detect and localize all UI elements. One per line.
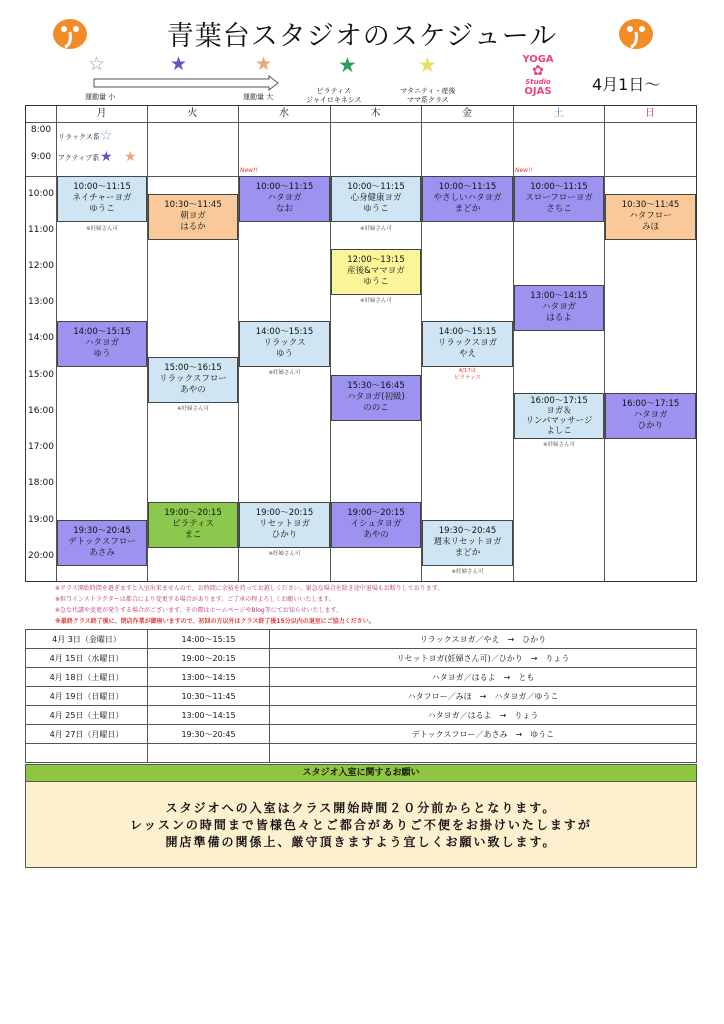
class-teacher: ゆうこ bbox=[363, 204, 389, 214]
class-teacher: よしこ bbox=[546, 426, 572, 436]
note-line: ※クラス開始時間を過ぎますと入室出来ませんので、お時間に余裕を持ってお越しください。緊急な場合を除き途中退場もお断りしております。 bbox=[55, 585, 444, 592]
class-note: ※妊婦さん可 bbox=[85, 226, 119, 232]
class-note: ※妊婦さん可 bbox=[359, 226, 393, 232]
class-time: 19:30～20:45 bbox=[73, 526, 131, 536]
class-name: ハタヨガ bbox=[267, 193, 302, 203]
class-time: 16:00～17:15 bbox=[621, 399, 680, 409]
active-type-label: アクティブ系 bbox=[58, 154, 100, 162]
class-time: 15:30～16:45 bbox=[347, 381, 405, 391]
class-teacher: ひかり bbox=[637, 421, 664, 431]
change-time bbox=[148, 744, 270, 763]
class-block[interactable] bbox=[148, 502, 238, 548]
change-date: 4月 27日（月曜日） bbox=[26, 725, 148, 744]
day-header-tue: 火 bbox=[187, 108, 198, 119]
class-name: ハタヨガ bbox=[541, 302, 576, 312]
time-label: 17:00 bbox=[28, 442, 54, 452]
class-teacher: ののこ bbox=[363, 403, 389, 413]
class-note: ※妊婦さん可 bbox=[542, 442, 576, 448]
schedule-grid bbox=[25, 105, 697, 582]
class-time: 10:30～11:45 bbox=[164, 200, 222, 210]
maternity-legend-label: マタニティ・産後 ママ系クラス bbox=[400, 87, 456, 104]
class-teacher: やえ bbox=[458, 349, 476, 359]
class-name: リラックスヨガ bbox=[437, 338, 498, 348]
class-block[interactable] bbox=[422, 321, 513, 367]
class-note: ※妊婦さん可 bbox=[359, 298, 393, 304]
class-block[interactable] bbox=[514, 176, 604, 222]
schedule-notes bbox=[55, 583, 695, 627]
class-block[interactable] bbox=[57, 176, 147, 222]
class-note: ※妊婦さん可 bbox=[268, 370, 301, 376]
class-block[interactable] bbox=[605, 194, 696, 240]
maternity-star-icon: ★ bbox=[418, 53, 437, 77]
class-teacher: まどか bbox=[454, 204, 481, 214]
time-label: 10:00 bbox=[28, 189, 54, 199]
relax-star-icon: ☆ bbox=[100, 128, 113, 144]
class-block[interactable] bbox=[514, 285, 604, 331]
table-row bbox=[26, 630, 697, 649]
time-label: 14:00 bbox=[28, 333, 54, 343]
class-name: ハタヨガ bbox=[84, 338, 119, 348]
medium-star-icon: ★ bbox=[100, 149, 113, 165]
new-badge: New!! bbox=[240, 167, 258, 174]
time-label: 19:00 bbox=[28, 515, 54, 525]
class-time: 14:00～15:15 bbox=[73, 327, 131, 337]
change-detail: リセットヨガ(妊婦さん可)／ひかり → りょう bbox=[270, 649, 697, 668]
class-teacher: まどか bbox=[454, 548, 481, 558]
class-note: 4/17は ピラティス bbox=[453, 368, 482, 381]
change-detail: ハタヨガ／はるよ → りょう bbox=[270, 706, 697, 725]
notice-line: 開店準備の関係上、厳守頂きますよう宜しくお願い致します。 bbox=[165, 835, 557, 849]
pilates-star-icon: ★ bbox=[338, 53, 357, 77]
class-teacher: ゆう bbox=[275, 349, 293, 359]
table-row bbox=[26, 687, 697, 706]
time-label: 15:00 bbox=[28, 370, 54, 380]
class-time: 10:00～11:15 bbox=[530, 182, 588, 192]
class-teacher: ゆうこ bbox=[363, 277, 389, 287]
note-line: ※急な代講や変更が発生する場合がございます。その際はホームページやBlog等にてお知らせいたします。 bbox=[55, 607, 343, 614]
class-time: 19:30～20:45 bbox=[438, 526, 497, 536]
logo-text: YOGA bbox=[522, 54, 554, 65]
time-label: 16:00 bbox=[28, 406, 54, 416]
class-teacher: ゆうこ bbox=[89, 204, 115, 214]
time-label: 12:00 bbox=[28, 261, 54, 271]
notice-line: スタジオへの入室はクラス開始時間２０分前からとなります。 bbox=[165, 801, 557, 815]
class-time: 14:00～15:15 bbox=[255, 327, 314, 337]
class-block[interactable] bbox=[57, 520, 147, 566]
notice-header: スタジオ入室に関するお願い bbox=[25, 764, 697, 782]
change-time: 14:00～15:15 bbox=[148, 630, 270, 649]
class-block[interactable] bbox=[422, 176, 513, 222]
table-row bbox=[26, 649, 697, 668]
class-teacher: ひかり bbox=[271, 530, 298, 540]
studio-logo bbox=[510, 54, 566, 102]
class-time: 14:00～15:15 bbox=[438, 327, 497, 337]
class-name: ハタヨガ(初級) bbox=[347, 392, 405, 402]
class-teacher: あやの bbox=[180, 385, 206, 395]
time-label: 13:00 bbox=[28, 297, 54, 307]
class-name: 週末リセットヨガ bbox=[433, 537, 502, 547]
class-name: 産後&ママヨガ bbox=[347, 266, 405, 276]
class-time: 15:00～16:15 bbox=[164, 363, 222, 373]
class-teacher: みほ bbox=[641, 222, 659, 232]
class-name: リラックスフロー bbox=[159, 374, 227, 384]
change-detail: リラックスヨガ／やえ → ひかり bbox=[270, 630, 697, 649]
time-label: 8:00 bbox=[30, 125, 52, 135]
class-note: ※妊婦さん可 bbox=[176, 406, 210, 412]
class-name: ネイチャーヨガ bbox=[72, 193, 132, 203]
change-detail bbox=[270, 744, 697, 763]
lotus-icon: ✿ bbox=[532, 63, 544, 79]
class-time: 19:00～20:15 bbox=[255, 508, 314, 518]
class-block[interactable] bbox=[331, 249, 421, 295]
class-block[interactable] bbox=[239, 321, 330, 367]
class-name: ヨガ＆ リンパマッサージ bbox=[525, 406, 593, 426]
logo-text: Studio bbox=[525, 78, 551, 86]
class-block[interactable] bbox=[57, 321, 147, 367]
time-label: 11:00 bbox=[28, 225, 54, 235]
class-block[interactable] bbox=[422, 520, 513, 566]
note-line: ※担当インストラクターは都合により変更する場合があります。ご了承の程よろしくお願いいたします。 bbox=[55, 596, 335, 603]
day-header-sat: 土 bbox=[553, 108, 564, 119]
class-time: 19:00～20:15 bbox=[164, 508, 222, 518]
class-block[interactable] bbox=[605, 393, 696, 439]
change-date bbox=[26, 744, 148, 763]
class-time: 10:00～11:15 bbox=[73, 182, 131, 192]
intensity-high-label: 運動量 大 bbox=[243, 93, 274, 101]
class-block[interactable] bbox=[331, 176, 421, 222]
day-header-sun: 日 bbox=[645, 108, 655, 119]
class-block[interactable] bbox=[239, 502, 330, 548]
class-name: リセットヨガ bbox=[259, 519, 310, 529]
class-name: デトックスフロー bbox=[68, 537, 136, 547]
class-name: ピラティス bbox=[172, 519, 214, 529]
time-label: 20:00 bbox=[28, 551, 54, 561]
change-time: 13:00～14:15 bbox=[148, 706, 270, 725]
class-teacher: ゆう bbox=[93, 349, 111, 359]
notice-line: レッスンの時間まで皆様色々とご都合がありご不便をお掛けいたしますが bbox=[130, 818, 592, 832]
active-star-icon: ★ bbox=[255, 53, 273, 75]
active-star-icon: ★ bbox=[124, 149, 137, 165]
change-detail: デトックスフロー／あさみ → ゆうこ bbox=[270, 725, 697, 744]
relax-star-icon: ☆ bbox=[88, 53, 106, 75]
change-date: 4月 3日（金曜日） bbox=[26, 630, 148, 649]
intensity-legend bbox=[85, 55, 285, 105]
table-row bbox=[26, 744, 697, 763]
time-label: 18:00 bbox=[28, 478, 54, 488]
class-name: スローフローヨガ bbox=[525, 193, 593, 203]
change-date: 4月 15日（水曜日） bbox=[26, 649, 148, 668]
change-detail: ハタフロー／みほ → ハタヨガ／ゆうこ bbox=[270, 687, 697, 706]
day-header-mon: 月 bbox=[96, 108, 107, 119]
class-teacher: まこ bbox=[184, 530, 202, 540]
table-row bbox=[26, 725, 697, 744]
class-block[interactable] bbox=[514, 393, 604, 439]
ganesha-logo-icon bbox=[50, 14, 90, 54]
logo-text: OJAS bbox=[524, 86, 552, 97]
intensity-arrow-icon bbox=[93, 75, 279, 91]
class-name: ハタフロー bbox=[629, 211, 672, 221]
class-block[interactable] bbox=[239, 176, 330, 222]
day-header-thu: 木 bbox=[370, 108, 381, 119]
class-time: 19:00～20:15 bbox=[347, 508, 405, 518]
class-teacher: あさみ bbox=[89, 548, 115, 558]
class-time: 10:00～11:15 bbox=[255, 182, 314, 192]
class-name: 朝ヨガ bbox=[180, 211, 206, 221]
change-time: 19:00～20:15 bbox=[148, 649, 270, 668]
change-date: 4月 25日（土曜日） bbox=[26, 706, 148, 725]
class-name: ハタヨガ bbox=[633, 410, 668, 420]
change-time: 19:30～20:45 bbox=[148, 725, 270, 744]
class-teacher: あやの bbox=[363, 530, 389, 540]
notice-box bbox=[25, 782, 697, 868]
schedule-changes-table bbox=[25, 629, 697, 763]
class-teacher: なお bbox=[275, 204, 293, 214]
day-header-fri: 金 bbox=[462, 108, 472, 119]
class-time: 10:30～11:45 bbox=[621, 200, 680, 210]
change-date: 4月 19日（日曜日） bbox=[26, 687, 148, 706]
start-date: 4月1日～ bbox=[592, 75, 661, 94]
pilates-legend-label: ピラティス ジャイロキネシス bbox=[306, 87, 362, 104]
class-time: 10:00～11:15 bbox=[347, 182, 405, 192]
ganesha-logo-icon bbox=[616, 14, 656, 54]
class-teacher: さちこ bbox=[546, 204, 572, 214]
page-title: 青葉台スタジオのスケジュール bbox=[166, 21, 558, 52]
new-badge: New!! bbox=[515, 167, 533, 174]
change-date: 4月 18日（土曜日） bbox=[26, 668, 148, 687]
time-label: 9:00 bbox=[30, 152, 52, 162]
class-name: イシュタヨガ bbox=[350, 519, 402, 529]
relax-type-label: リラックス系 bbox=[58, 133, 100, 141]
class-name: 心身健康ヨガ bbox=[350, 193, 402, 203]
class-note: ※妊婦さん可 bbox=[268, 551, 301, 557]
change-time: 10:30～11:45 bbox=[148, 687, 270, 706]
class-time: 13:00～14:15 bbox=[530, 291, 588, 301]
change-detail: ハタヨガ／はるよ → とも bbox=[270, 668, 697, 687]
class-teacher: はるよ bbox=[546, 313, 572, 323]
class-note: ※妊婦さん可 bbox=[451, 569, 484, 575]
class-time: 16:00～17:15 bbox=[530, 396, 588, 406]
intensity-low-label: 運動量 小 bbox=[85, 93, 116, 101]
class-teacher: はるか bbox=[180, 222, 206, 232]
medium-star-icon: ★ bbox=[170, 53, 188, 75]
class-time: 12:00～13:15 bbox=[347, 255, 405, 265]
day-header-wed: 水 bbox=[279, 108, 289, 119]
class-block[interactable] bbox=[331, 375, 421, 421]
class-name: やさしいハタヨガ bbox=[433, 193, 502, 203]
class-time: 10:00～11:15 bbox=[438, 182, 497, 192]
note-line: ※最終クラス終了後に、閉店作業が御座いますので、初回の方以外はクラス終了後15分以内の退室にご協力ください。 bbox=[55, 618, 375, 625]
change-time: 13:00～14:15 bbox=[148, 668, 270, 687]
table-row bbox=[26, 668, 697, 687]
class-block[interactable] bbox=[331, 502, 421, 548]
class-name: リラックス bbox=[263, 338, 306, 348]
class-block[interactable] bbox=[148, 194, 238, 240]
table-row bbox=[26, 706, 697, 725]
class-block[interactable] bbox=[148, 357, 238, 403]
